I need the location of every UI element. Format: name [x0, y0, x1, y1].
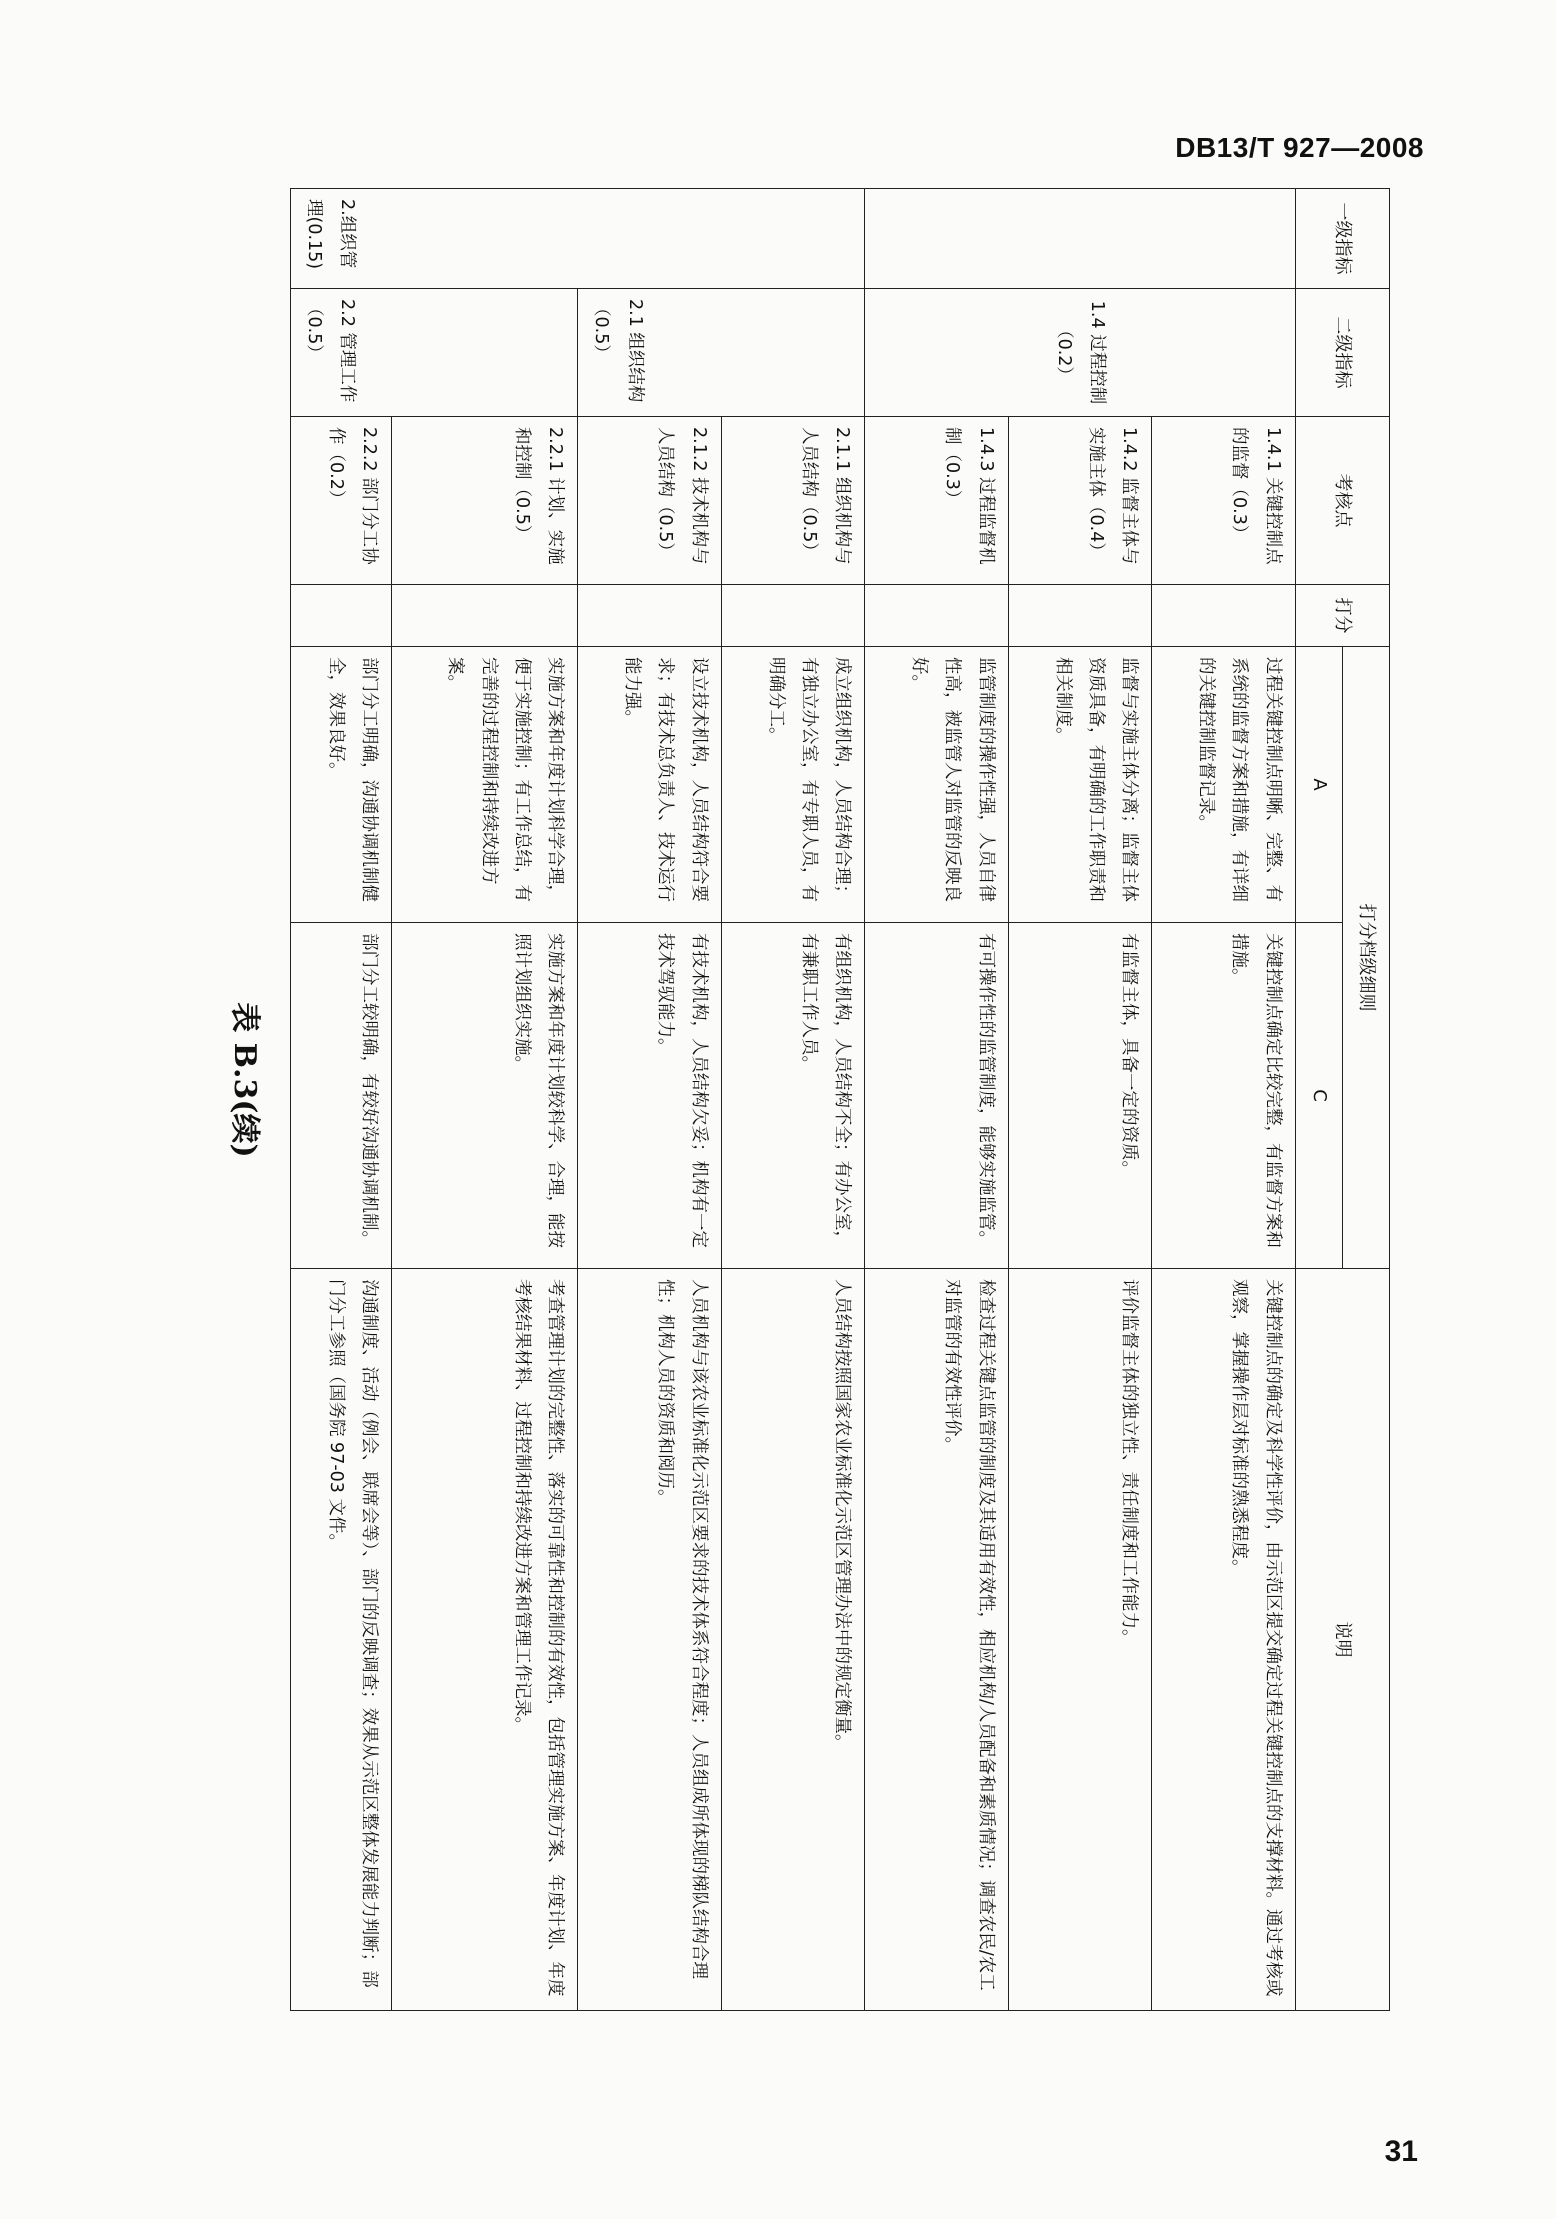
grade-a-cell: 监督与实施主体分离；监督主体资质具备，有明确的工作职责和相关制度。	[1008, 647, 1152, 923]
level2-cell: 2.1 组织结构（0.5）	[578, 289, 865, 417]
table-title-text: 表 B.3(续)	[227, 1002, 262, 1158]
grade-a-cell: 监管制度的操作性强，人员自律性高，被监管人对监管的反映良好。	[865, 647, 1009, 923]
checkpoint-cell: 2.2.1 计划、实施和控制（0.5）	[392, 417, 578, 585]
level1-cell: 2.组织管理(0.15)	[291, 189, 865, 289]
level2-cell: 2.2 管理工作（0.5）	[291, 289, 578, 417]
grade-a-cell: 成立组织机构，人员结构合理；有独立办公室，有专职人员，有明确分工。	[721, 647, 865, 923]
grade-c-cell: 关键控制点确定比较完整，有监督方案和措施。	[1152, 923, 1296, 1269]
checkpoint-cell: 2.2.2 部门分工协作（0.2）	[291, 417, 392, 585]
grade-c-cell: 有监督主体，具备一定的资质。	[1008, 923, 1152, 1269]
description-cell: 关键控制点的确定及科学性评价，由示范区提交确定过程关键控制点的支撑材料。通过考核或观察，掌握操作层对标准的熟悉程度。	[1152, 1269, 1296, 2011]
score-cell	[392, 585, 578, 647]
score-cell	[578, 585, 722, 647]
description-cell: 人员结构按照国家农业标准化示范区管理办法中的规定衡量。	[721, 1269, 865, 2011]
grade-c-cell: 部门分工较明确，有较好沟通协调机制。	[291, 923, 392, 1269]
rotated-table-wrapper	[290, 188, 1390, 2010]
grade-a-cell: 部门分工明确，沟通协调机制健全，效果良好。	[291, 647, 392, 923]
header-checkpoint: 考核点	[1295, 417, 1389, 585]
checkpoint-cell: 2.1.2 技术机构与人员结构（0.5）	[578, 417, 722, 585]
grade-a-cell: 过程关键控制点明晰、完整、有系统的监督方案和措施，有详细的关键控制监督记录。	[1152, 647, 1296, 923]
checkpoint-cell: 1.4.3 过程监督机制（0.3）	[865, 417, 1009, 585]
table-row	[1008, 189, 1152, 2011]
description-cell: 人员机构与该农业标准化示范区要求的技术体系符合程度；人员组成所体现的梯队结构合理性；机构人员的资质和阅历。	[578, 1269, 722, 2011]
description-cell: 考查管理计划的完整性、落实的可靠性和控制的有效性，包括管理实施方案、年度计划、年度考核结果材料、过程控制和持续改进方案和管理工作记录。	[392, 1269, 578, 2011]
header-score: 打分	[1295, 585, 1389, 647]
description-cell: 检查过程关键点监管的制度及其适用有效性，相应机构/人员配备和素质情况；调查农民/农工对监管的有效性评价。	[865, 1269, 1009, 2011]
grade-a-cell: 设立技术机构，人员结构符合要求；有技术总负责人、技术运行能力强。	[578, 647, 722, 923]
score-cell	[1152, 585, 1296, 647]
score-cell	[291, 585, 392, 647]
table-row	[291, 189, 392, 2011]
score-cell	[721, 585, 865, 647]
table-row	[392, 189, 578, 2011]
table-row	[1152, 189, 1296, 2011]
checkpoint-cell: 2.1.1 组织机构与人员结构（0.5）	[721, 417, 865, 585]
score-cell	[1008, 585, 1152, 647]
grade-c-cell: 有组织机构，人员结构不全；有办公室，有兼职工作人员。	[721, 923, 865, 1269]
grade-c-cell: 有技术机构，人员结构欠妥；机构有一定技术驾驭能力。	[578, 923, 722, 1269]
standard-code: DB13/T 927—2008	[1175, 132, 1424, 163]
checkpoint-cell: 1.4.1 关键控制点的监督（0.3）	[1152, 417, 1296, 585]
table-row	[865, 189, 1009, 2011]
header-rules: 打分档级细则	[1342, 647, 1389, 1269]
header-grade-c: C	[1295, 923, 1342, 1269]
rotated-table	[290, 188, 1390, 2010]
description-cell: 沟通制度、活动（例会、联席会等）、部门的反映调查；效果从示范区整体发展能力判断；部门分工参照（国务院 97-03 文件。	[291, 1269, 392, 2011]
evaluation-table	[290, 188, 1390, 2011]
header-grade-a: A	[1295, 647, 1342, 923]
level2-cell: 1.4 过程控制（0.2）	[865, 289, 1296, 417]
header-level1: 一级指标	[1295, 189, 1389, 289]
checkpoint-cell: 1.4.2 监督主体与实施主体（0.4）	[1008, 417, 1152, 585]
table-row	[721, 189, 865, 2011]
header-description: 说明	[1295, 1269, 1389, 2011]
grade-c-cell: 实施方案和年度计划较科学、合理，能按照计划组织实施。	[392, 923, 578, 1269]
level1-cell-empty	[865, 189, 1296, 289]
description-cell: 评价监督主体的独立性、责任制度和工作能力。	[1008, 1269, 1152, 2011]
table-row	[578, 189, 722, 2011]
grade-a-cell: 实施方案和年度计划科学合理，便于实施控制；有工作总结，有完善的过程控制和持续改进方案。	[392, 647, 578, 923]
score-cell	[865, 585, 1009, 647]
page-number: 31	[1384, 2135, 1418, 2168]
grade-c-cell: 有可操作性的监管制度，能够实施监管。	[865, 923, 1009, 1269]
header-level2: 二级指标	[1295, 289, 1389, 417]
header-row-1	[1342, 189, 1389, 2011]
